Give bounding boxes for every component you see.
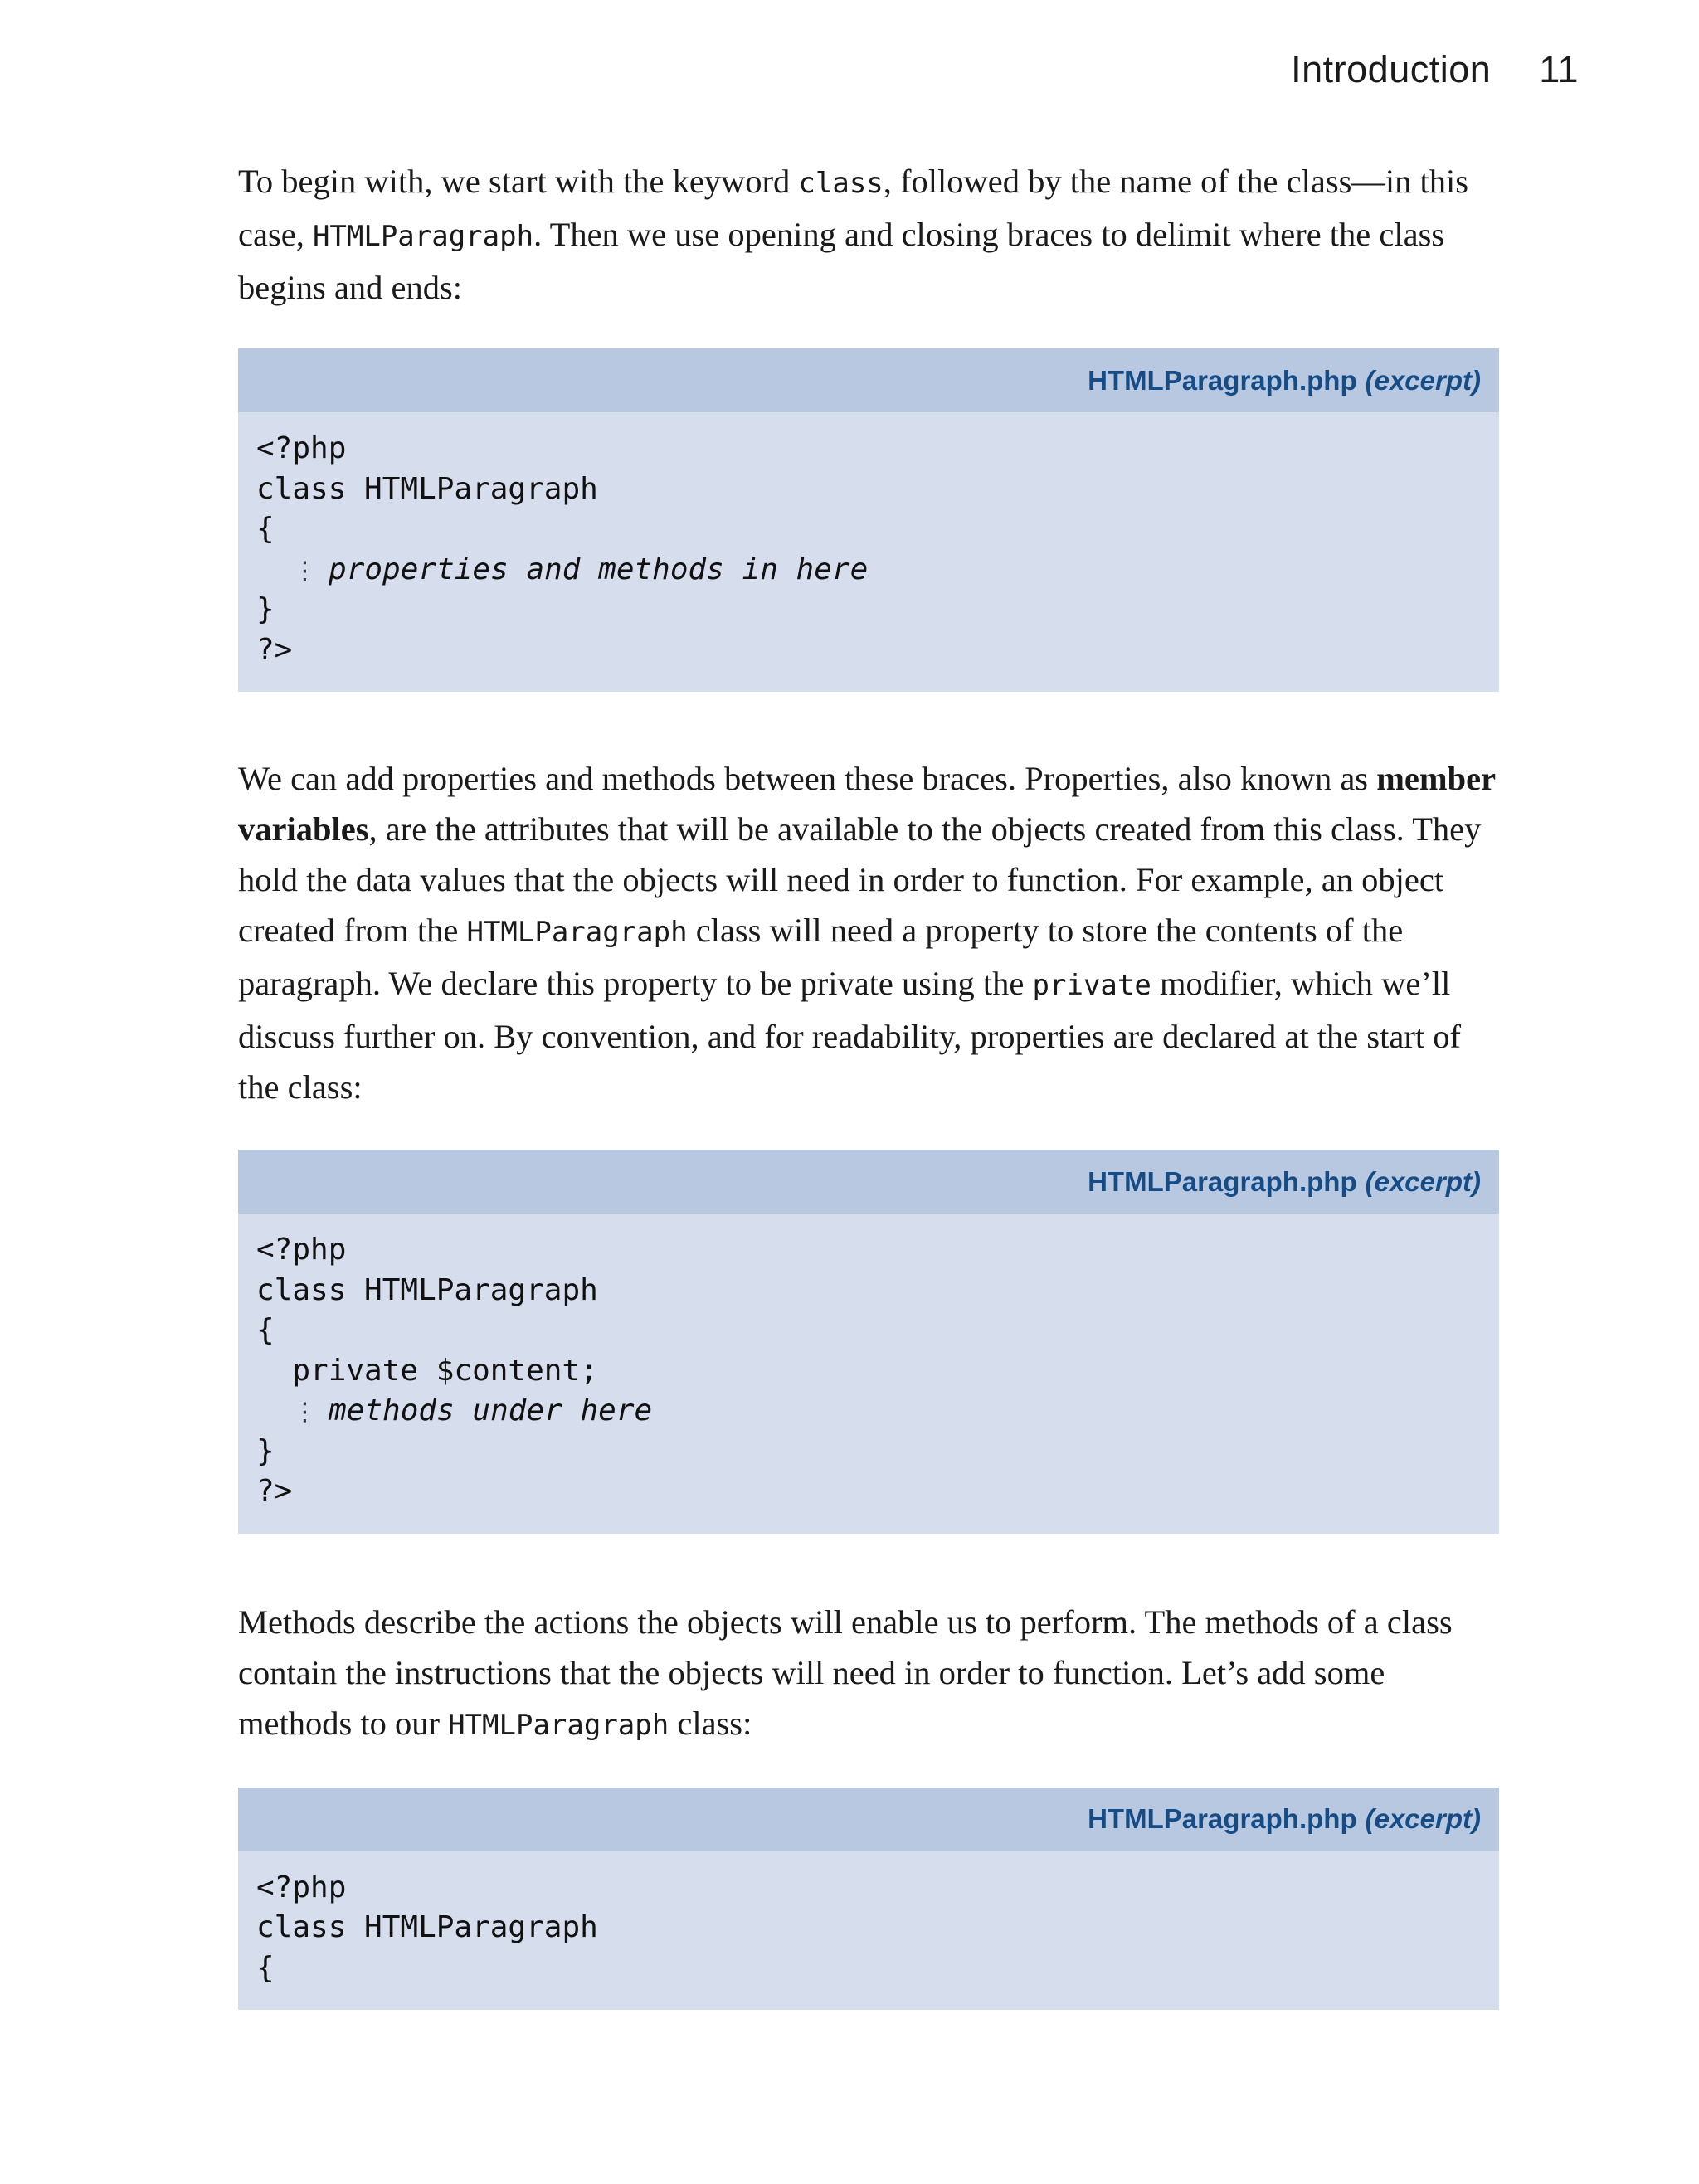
section-title: Introduction bbox=[1291, 48, 1492, 90]
code-indent bbox=[256, 1394, 292, 1428]
page-number: 11 bbox=[1539, 48, 1579, 90]
code-comment: methods under here bbox=[310, 1394, 653, 1428]
code-line: { bbox=[256, 1313, 275, 1347]
code-line: } bbox=[256, 592, 275, 626]
code-line: class HTMLParagraph bbox=[256, 1272, 598, 1307]
inline-code: HTMLParagraph bbox=[312, 220, 534, 253]
code-line: { bbox=[256, 512, 275, 546]
code-line: class HTMLParagraph bbox=[256, 1910, 598, 1944]
paragraph-1 bbox=[238, 156, 1499, 313]
code-line: class HTMLParagraph bbox=[256, 471, 598, 506]
code-block-3 bbox=[238, 1788, 1499, 2011]
code-caption bbox=[238, 348, 1499, 412]
text-run: class: bbox=[669, 1704, 752, 1742]
code-line-comment bbox=[256, 1391, 1481, 1432]
code-listing bbox=[238, 1851, 1499, 2011]
code-line: <?php bbox=[256, 1870, 347, 1904]
code-line: ?> bbox=[256, 1474, 293, 1508]
paragraph-2 bbox=[238, 753, 1499, 1112]
code-filename: HTMLParagraph.php bbox=[1088, 364, 1357, 396]
text-run: , followed by the name of the class—in this case, bbox=[238, 163, 1469, 253]
text-run: Methods describe the actions the objects will enable us to perform. The methods of a class contain the instructions that the objects will need in order to function. Let’s add some methods to our bbox=[238, 1603, 1453, 1742]
vertical-ellipsis-icon: ⋮ bbox=[292, 556, 318, 586]
code-filename: HTMLParagraph.php bbox=[1088, 1803, 1357, 1834]
code-listing bbox=[238, 1214, 1499, 1534]
code-caption bbox=[238, 1788, 1499, 1851]
code-excerpt-label: (excerpt) bbox=[1365, 364, 1481, 396]
code-block-2 bbox=[238, 1150, 1499, 1534]
code-caption bbox=[238, 1150, 1499, 1214]
code-indent bbox=[256, 552, 292, 586]
code-line: ?> bbox=[256, 632, 293, 667]
code-excerpt-label: (excerpt) bbox=[1365, 1165, 1481, 1197]
vertical-ellipsis-icon: ⋮ bbox=[292, 1398, 318, 1427]
inline-code: private bbox=[1032, 969, 1151, 1002]
inline-code: class bbox=[798, 167, 884, 200]
code-comment: properties and methods in here bbox=[310, 552, 869, 586]
text-run: class will need a property to store the contents of the paragraph. We declare this property to be private using the bbox=[238, 912, 1404, 1002]
code-line: <?php bbox=[256, 1233, 347, 1267]
inline-code: HTMLParagraph bbox=[448, 1708, 669, 1742]
code-line: { bbox=[256, 1950, 275, 1985]
text-run: modifier, which we’ll discuss further on. By convention, and for readability, properties are declared at the start of the class: bbox=[238, 965, 1461, 1106]
text-run: To begin with, we start with the keyword bbox=[238, 163, 799, 200]
inline-code: HTMLParagraph bbox=[466, 916, 688, 949]
code-line: } bbox=[256, 1433, 275, 1468]
text-run: We can add properties and methods between these braces. Properties, also known as bbox=[238, 760, 1377, 797]
code-excerpt-label: (excerpt) bbox=[1365, 1803, 1481, 1834]
code-block-1 bbox=[238, 348, 1499, 692]
code-line: <?php bbox=[256, 431, 347, 465]
text-run: , are the attributes that will be available to the objects created from this class. They hold the data values that the objects will need in order to function. For example, an object created from the bbox=[238, 810, 1482, 949]
running-head bbox=[1291, 48, 1579, 91]
code-line: private $content; bbox=[256, 1353, 598, 1388]
text-run: . Then we use opening and closing braces to delimit where the class begins and ends: bbox=[238, 216, 1445, 306]
code-line-comment bbox=[256, 550, 1481, 591]
bold-term: member variables bbox=[238, 760, 1496, 848]
page-content bbox=[238, 156, 1499, 2010]
code-listing bbox=[238, 412, 1499, 692]
paragraph-3 bbox=[238, 1597, 1499, 1751]
code-filename: HTMLParagraph.php bbox=[1088, 1165, 1357, 1197]
